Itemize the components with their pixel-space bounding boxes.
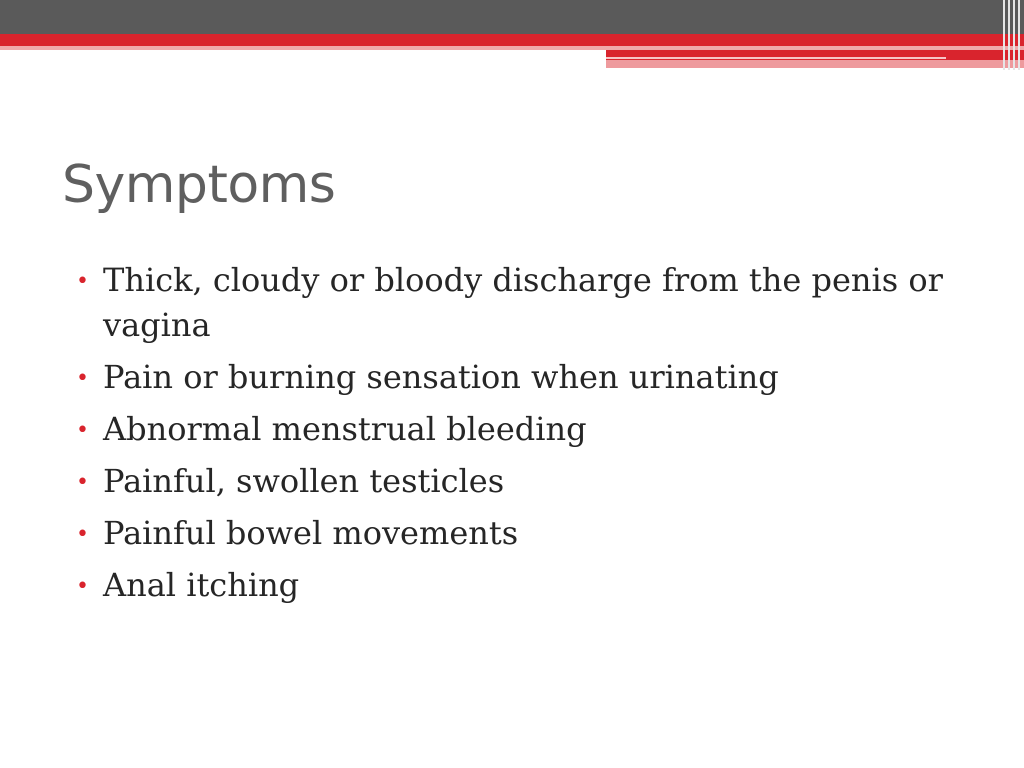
bullet-text: Pain or burning sensation when urinating (103, 358, 779, 396)
stripe (1008, 0, 1010, 70)
bullet-text: Anal itching (103, 566, 300, 604)
bullet-icon: • (76, 574, 89, 599)
bullet-item (76, 459, 976, 504)
bullet-text: Painful, swollen testicles (103, 462, 505, 500)
header-stripes (994, 0, 1020, 70)
stripe (1003, 0, 1005, 70)
header-band-thin-right (606, 57, 946, 59)
bullet-text: Thick, cloudy or bloody discharge from the penis or vagina (103, 261, 943, 344)
header-band-red (0, 34, 1024, 46)
bullet-icon: • (76, 366, 89, 391)
bullet-icon: • (76, 470, 89, 495)
slide-title: Symptoms (62, 155, 336, 215)
stripe (1018, 0, 1020, 70)
bullet-icon: • (76, 418, 89, 443)
bullet-item (76, 407, 976, 452)
bullet-item (76, 563, 976, 608)
stripe (1013, 0, 1015, 70)
bullet-list (76, 258, 976, 615)
bullet-item (76, 258, 976, 348)
bullet-item (76, 355, 976, 400)
header-band-pink-right (606, 60, 1024, 68)
bullet-icon: • (76, 522, 89, 547)
bullet-text: Painful bowel movements (103, 514, 519, 552)
header-band-dark (0, 0, 1024, 34)
bullet-text: Abnormal menstrual bleeding (103, 410, 587, 448)
bullet-item (76, 511, 976, 556)
bullet-icon: • (76, 269, 89, 294)
